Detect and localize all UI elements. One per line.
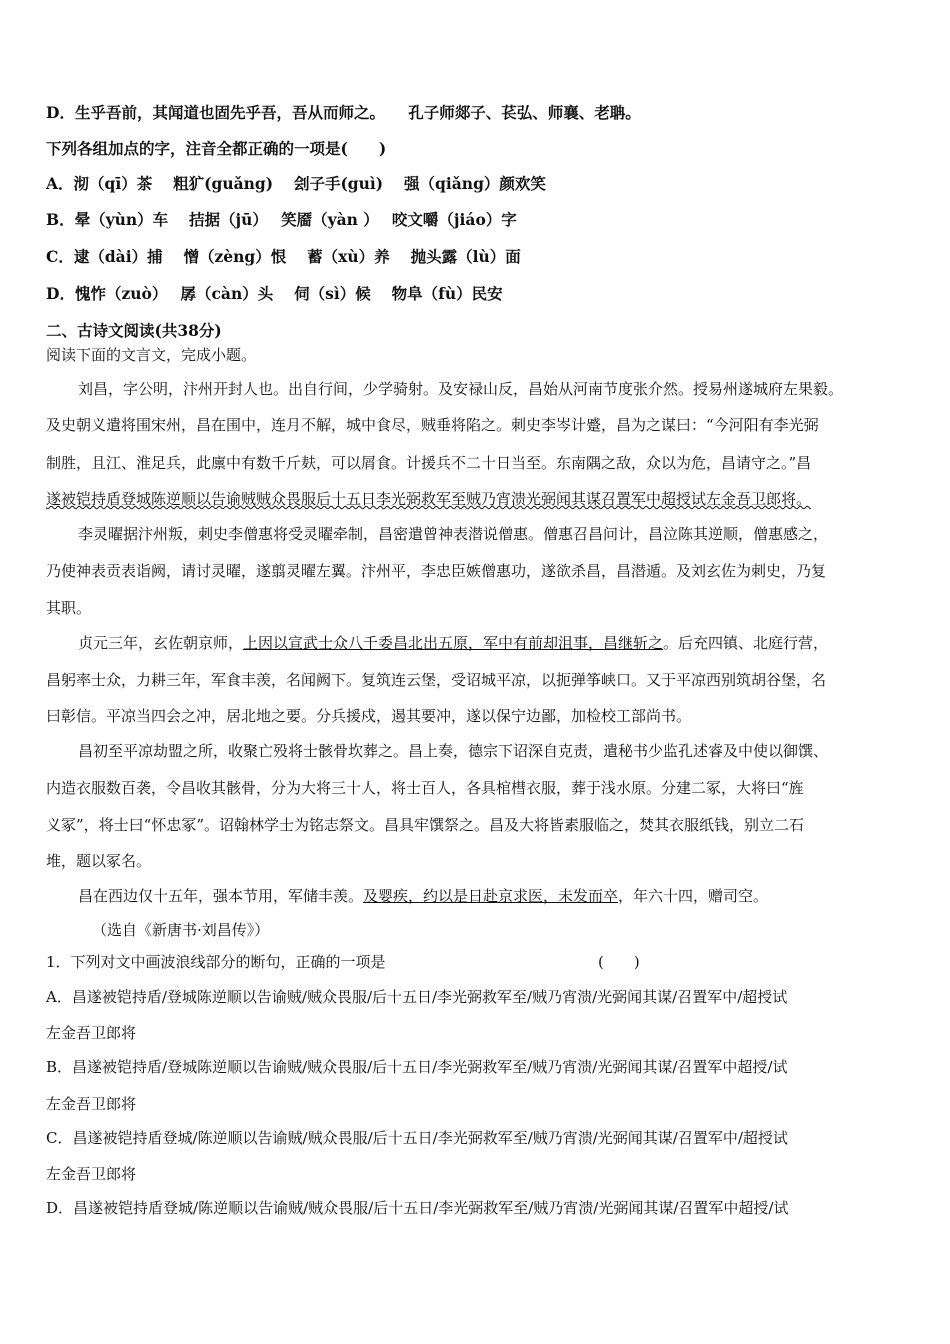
option-d-previous-question: D．生乎吾前，其闻道也固先乎吾，吾从而师之。 孔子师郯子、苌弘、师襄、老聃。	[46, 103, 641, 122]
passage-p4-line4: 堆，题以冢名。	[46, 852, 152, 870]
q1-option-d-line1: D．昌遂被铠持盾登城/陈逆顺以告谕贼/贼众畏服/后十五日/李光弼救军至/贼乃宵溃/光弼闻其谋/召置军中超授/试	[46, 1199, 789, 1217]
section-heading: 二、古诗文阅读(共38分)	[46, 321, 222, 340]
p5-post: ，年六十四，赠司空。	[618, 887, 769, 905]
p3-line1-post: 。后充四镇、北庭行营，	[663, 634, 829, 652]
passage-p4-line1: 昌初至平凉劫盟之所，收聚亡殁将士骸骨坎葬之。昌上奏，德宗下诏深自克责，遣秘书少监孔述睿及中使以御馔、	[78, 742, 829, 760]
passage-p5	[78, 885, 768, 906]
passage-p1-line1: 刘昌，字公明，汴州开封人也。出自行间，少学骑射。及安禄山反，昌始从河南节度张介然。授易州遂城府左果毅。	[78, 380, 844, 398]
question1-answer-paren: ( )	[598, 953, 640, 971]
p3-line1-pre: 贞元三年，玄佐朝京师，	[78, 634, 244, 652]
p5-underlined-sentence: 及婴疾，约以是日赴京求医，未发而卒	[363, 887, 619, 905]
passage-p3-line3: 曰彰信。平凉当四会之冲，居北地之要。分兵援戍，遏其要冲，遂以保宁边鄙，加检校工部尚书。	[46, 707, 692, 725]
question-stem-pronunciation: 下列各组加点的字，注音全都正确的一项是( )	[46, 139, 387, 158]
passage-p2-line3: 其职。	[46, 599, 92, 617]
q1-option-a-line1: A．昌遂被铠持盾/登城陈逆顺以告谕贼/贼众畏服/后十五日/李光弼救军至/贼乃宵溃/光弼闻其谋/召置军中/超授试	[46, 988, 788, 1006]
q1-option-c-line2: 左金吾卫郎将	[46, 1165, 137, 1183]
option-b: B．晕（yùn）车 拮据（jū） 笑靥（yàn ） 咬文嚼（jiáo）字	[46, 210, 517, 229]
passage-p4-line2: 内造衣服数百袭，令昌收其骸骨，分为大将三十人，将士百人，各具棺槥衣服，葬于浅水原。分建二冢，大将曰“旌	[46, 779, 804, 797]
option-a: A．沏（qī）茶 粗犷(guǎng) 刽子手(guì) 强（qiǎng）颜欢笑	[46, 174, 546, 193]
p5-pre: 昌在西边仅十五年，强本节用，军储丰羡。	[78, 887, 364, 905]
passage-p3-line2: 昌躬率士众，力耕三年，军食丰羡，名闻阙下。复筑连云堡，受诏城平凉，以扼弹筝峡口。又于平凉西别筑胡谷堡，名	[46, 671, 827, 689]
q1-option-a-line2: 左金吾卫郎将	[46, 1024, 137, 1042]
passage-p3-line1	[78, 632, 828, 653]
option-c: C．逮（dài）捕 憎（zèng）恨 蓄（xù）养 抛头露（lù）面	[46, 247, 521, 266]
passage-p1-line3: 制胜，且江、淮足兵，此廪中有数千斤麸，可以屑食。计援兵不二十日当至。东南隅之敌，众以为危，昌请守之。”昌	[46, 454, 812, 472]
passage-p1-line2: 及史朝义遣将围宋州，昌在围中，连月不解，城中食尽，贼垂将陷之。刺史李岑计蹙，昌为之谋曰：“今河阳有李光弼	[46, 416, 819, 434]
q1-option-b-line2: 左金吾卫郎将	[46, 1095, 137, 1113]
question1-stem: 1．下列对文中画波浪线部分的断句，正确的一项是	[46, 953, 386, 971]
reading-instruction: 阅读下面的文言文，完成小题。	[46, 346, 257, 364]
p3-underlined-sentence: 上因以宣武士众八千委昌北出五原，军中有前却沮事，昌继斩之	[243, 634, 664, 652]
option-d: D．愧怍（zuò） 孱（càn）头 伺（sì）候 物阜（fù）民安	[46, 284, 503, 303]
passage-p4-line3: 义冢”，将士曰“怀忠冢”。诏翰林学士为铭志祭文。昌具牢馔祭之。昌及大将皆素服临之，焚其衣服纸钱，别立二石	[46, 816, 805, 834]
q1-option-c-line1: C．昌遂被铠持盾登城/陈逆顺以告谕贼/贼众畏服/后十五日/李光弼救军至/贼乃宵溃/光弼闻其谋/召置军中/超授试	[46, 1129, 788, 1147]
passage-p2-line2: 乃使神表贡表诣阙，请讨灵曜，遂翦灵曜左翼。汴州平，李忠臣嫉僧惠功，遂欲杀昌，昌潜遁。及刘玄佐为刺史，乃复	[46, 562, 827, 580]
q1-option-b-line1: B．昌遂被铠持盾/登城陈逆顺以告谕贼/贼众畏服/后十五日/李光弼救军至/贼乃宵溃/光弼闻其谋/召置军中超授/试	[46, 1058, 788, 1076]
passage-p1-line4-wavy: 遂被铠持盾登城陈逆顺以告谕贼贼众畏服后十五日李光弼救军至贼乃宵溃光弼闻其谋召置军中超授试左金吾卫郎将。	[46, 490, 812, 508]
passage-source: （选自《新唐书·刘昌传》）	[92, 921, 270, 939]
passage-p2-line1: 李灵曜据汴州叛，刺史李僧惠将受灵曜牵制，昌密遣曾神表潜说僧惠。僧惠召昌问计，昌泣陈其逆顺，僧惠感之，	[78, 525, 829, 543]
